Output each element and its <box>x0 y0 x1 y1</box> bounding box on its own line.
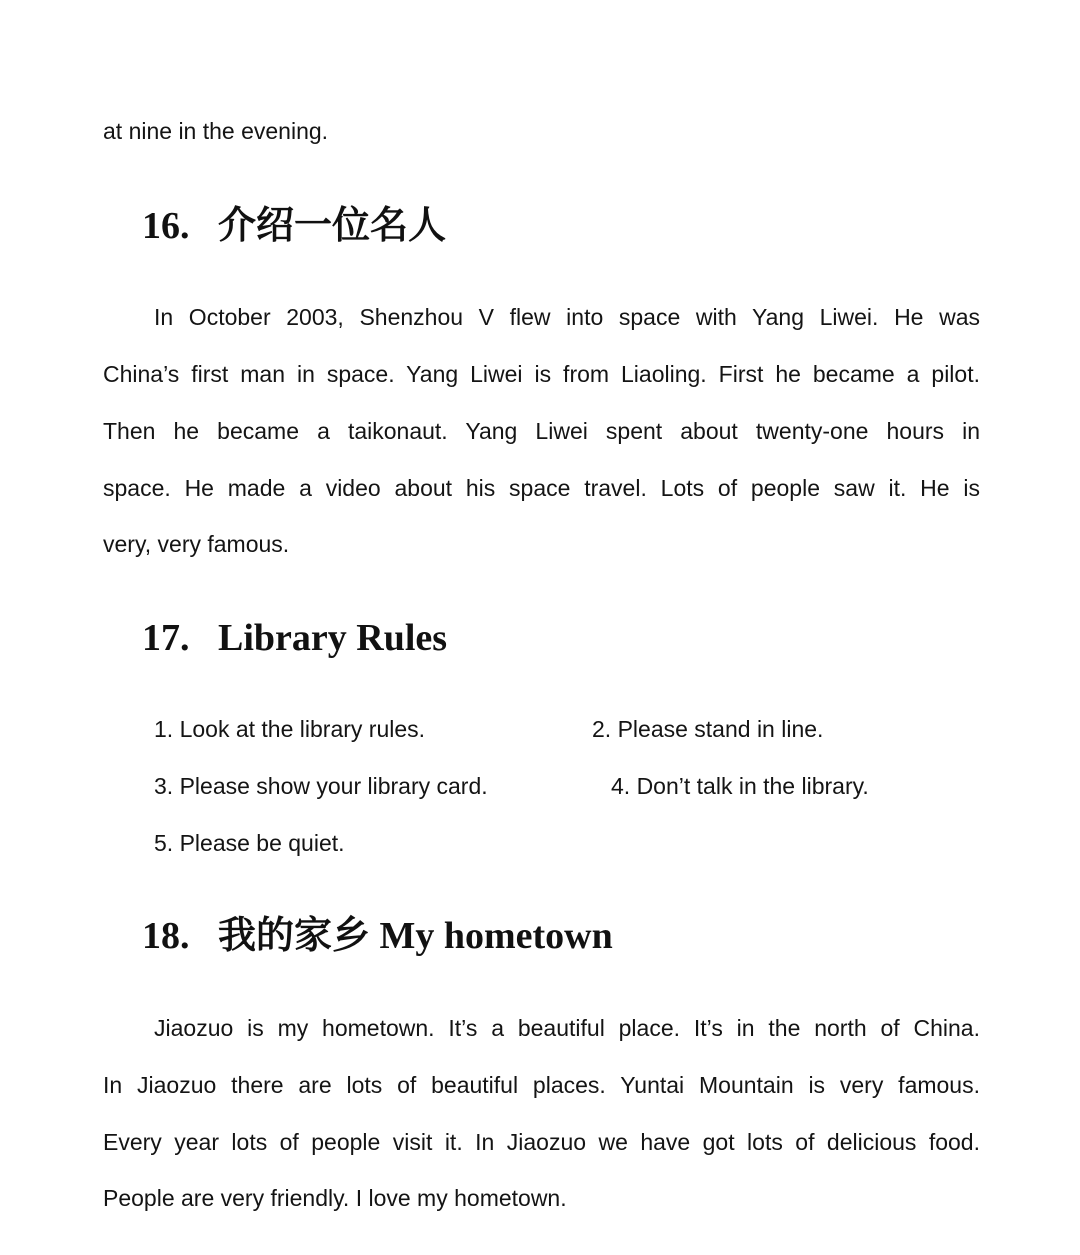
section-number: 16. <box>142 205 190 247</box>
carryover-text: at nine in the evening. <box>103 118 329 144</box>
paragraph-line: China’s first man in space. Yang Liwei is from Liaoling. First he became a pilot. <box>103 361 980 387</box>
section-18-heading <box>142 914 613 958</box>
rule-item: 3. Please show your library card. <box>154 773 488 799</box>
section-number: 18. <box>142 915 190 957</box>
section-title: 我的家乡 My hometown <box>218 915 613 957</box>
paragraph-line: In October 2003, Shenzhou V flew into space with Yang Liwei. He was <box>154 304 980 330</box>
section-17-heading <box>142 616 447 660</box>
section-16-heading <box>142 204 446 248</box>
rule-item: 5. Please be quiet. <box>154 830 345 856</box>
paragraph-line: Then he became a taikonaut. Yang Liwei spent about twenty-one hours in <box>103 418 980 444</box>
rule-item: 4. Don’t talk in the library. <box>611 773 869 799</box>
section-number: 17. <box>142 617 190 659</box>
rule-item: 2. Please stand in line. <box>592 716 824 742</box>
section-title: Library Rules <box>218 617 448 659</box>
paragraph-line: People are very friendly. I love my hometown. <box>103 1185 567 1211</box>
paragraph-line: In Jiaozuo there are lots of beautiful places. Yuntai Mountain is very famous. <box>103 1072 980 1098</box>
paragraph-line: Jiaozuo is my hometown. It’s a beautiful place. It’s in the north of China. <box>154 1015 980 1041</box>
rule-item: 1. Look at the library rules. <box>154 716 426 742</box>
paragraph-line: space. He made a video about his space travel. Lots of people saw it. He is <box>103 475 980 501</box>
paragraph-line: very, very famous. <box>103 531 290 557</box>
section-title: 介绍一位名人 <box>218 205 447 247</box>
paragraph-line: Every year lots of people visit it. In Jiaozuo we have got lots of delicious food. <box>103 1129 980 1155</box>
